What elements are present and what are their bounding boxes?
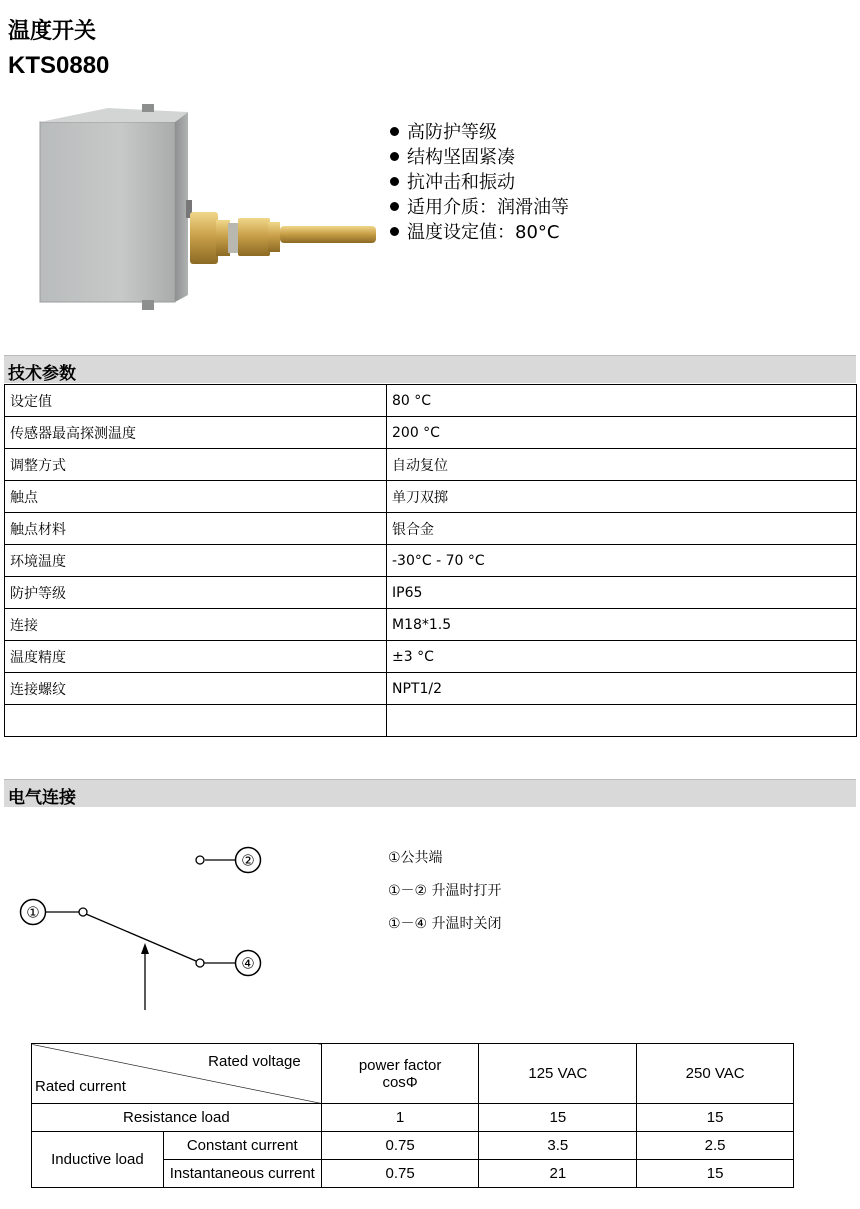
legend-item: ①－② 升温时打开 (388, 883, 502, 899)
table-row (5, 481, 857, 513)
table-cell: 21 (479, 1160, 637, 1188)
bullet-icon (390, 177, 399, 186)
voltage-125-header: 125 VAC (479, 1044, 637, 1104)
legend-item: ①－④ 升温时关闭 (388, 916, 502, 932)
specs-section-header: 技术参数 (4, 355, 856, 383)
page-title: 温度开关 (8, 19, 97, 44)
terminal-2-label: ② (241, 851, 255, 870)
legend-item: ①公共端 (388, 850, 443, 866)
spec-label: 触点 (5, 481, 387, 513)
spec-value: IP65 (387, 577, 857, 609)
constant-current-label: Constant current (163, 1132, 321, 1160)
rating-table (31, 1043, 794, 1188)
terminal-1-label: ① (26, 903, 40, 922)
spec-label: 连接螺纹 (5, 673, 387, 705)
spec-value: 自动复位 (387, 449, 857, 481)
table-cell: 15 (479, 1104, 637, 1132)
spec-value (387, 705, 857, 737)
table-cell: 15 (637, 1160, 794, 1188)
rating-header-corner (32, 1044, 322, 1104)
model-number: KTS0880 (8, 52, 110, 79)
table-header-row (32, 1044, 794, 1104)
voltage-250-header: 250 VAC (637, 1044, 794, 1104)
table-cell: 3.5 (479, 1132, 637, 1160)
spec-value: 80 °C (387, 385, 857, 417)
feature-item: 适用介质：润滑油等 (390, 195, 569, 220)
spec-label: 传感器最高探测温度 (5, 417, 387, 449)
spec-label: 环境温度 (5, 545, 387, 577)
spec-label: 设定值 (5, 385, 387, 417)
wiring-diagram (0, 830, 300, 1020)
spec-label: 触点材料 (5, 513, 387, 545)
product-image (30, 100, 390, 320)
feature-item: 高防护等级 (390, 120, 569, 145)
spec-label: 连接 (5, 609, 387, 641)
spec-label: 调整方式 (5, 449, 387, 481)
instantaneous-current-label: Instantaneous current (163, 1160, 321, 1188)
spec-value: 银合金 (387, 513, 857, 545)
table-cell: 0.75 (321, 1132, 479, 1160)
table-row (5, 673, 857, 705)
specs-table (4, 384, 857, 737)
spec-value: ±3 °C (387, 641, 857, 673)
spec-value: 200 °C (387, 417, 857, 449)
rated-voltage-label: Rated voltage (208, 1053, 301, 1070)
feature-item: 抗冲击和振动 (390, 170, 569, 195)
spec-label (5, 705, 387, 737)
inductive-load-label: Inductive load (32, 1132, 164, 1188)
resistance-load-label: Resistance load (32, 1104, 322, 1132)
table-row (5, 385, 857, 417)
bullet-icon (390, 152, 399, 161)
spec-value: M18*1.5 (387, 609, 857, 641)
bullet-icon (390, 127, 399, 136)
spec-label: 温度精度 (5, 641, 387, 673)
rated-current-label: Rated current (35, 1078, 126, 1095)
table-row (5, 449, 857, 481)
wiring-section-header: 电气连接 (4, 779, 856, 807)
bullet-icon (390, 227, 399, 236)
arrow-up-icon (141, 943, 149, 954)
spec-label: 防护等级 (5, 577, 387, 609)
table-cell: 15 (637, 1104, 794, 1132)
table-row (32, 1104, 794, 1132)
spec-value: 单刀双掷 (387, 481, 857, 513)
table-row (5, 577, 857, 609)
table-cell: 2.5 (637, 1132, 794, 1160)
table-row (32, 1132, 794, 1160)
feature-item: 结构坚固紧凑 (390, 145, 569, 170)
table-row (5, 513, 857, 545)
spec-value: -30°C - 70 °C (387, 545, 857, 577)
power-factor-header: power factor cosΦ (321, 1044, 479, 1104)
table-row (5, 545, 857, 577)
table-cell: 0.75 (321, 1160, 479, 1188)
table-row (5, 417, 857, 449)
feature-item: 温度设定值：80°C (390, 220, 569, 245)
feature-list (390, 120, 569, 245)
table-row (5, 609, 857, 641)
table-cell: 1 (321, 1104, 479, 1132)
table-row (5, 705, 857, 737)
bullet-icon (390, 202, 399, 211)
spec-value: NPT1/2 (387, 673, 857, 705)
table-row (5, 641, 857, 673)
wiring-legend (388, 846, 502, 945)
terminal-4-label: ④ (241, 954, 255, 973)
